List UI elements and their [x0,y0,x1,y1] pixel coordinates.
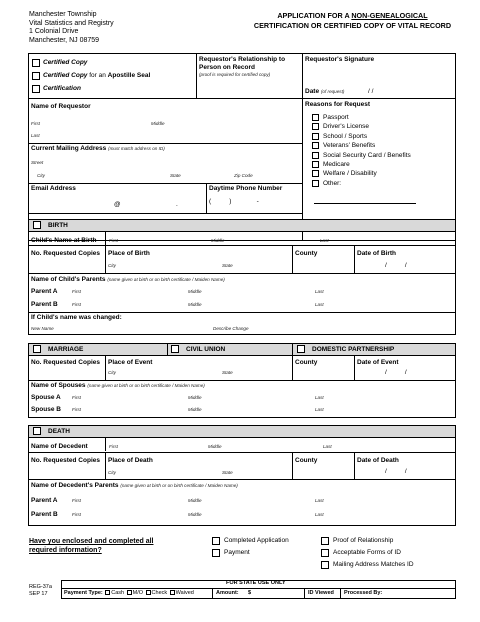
reasons-label: Reasons for Request [305,101,371,108]
child-first[interactable]: First [109,238,118,243]
address-matches-checkbox[interactable] [321,561,329,569]
email-dot[interactable]: . [176,201,178,208]
form-title [250,11,455,31]
requestor-last[interactable]: Last [31,133,40,138]
reason-label: Passport [323,114,349,121]
question-line-1: Have you enclosed and completed all [29,538,154,545]
apostille-mid: for an [87,72,108,79]
mailing-address-label [31,145,165,153]
reason-checkbox[interactable] [312,161,319,168]
death-date-field[interactable]: / / [385,468,407,475]
decedent-parents-label [31,482,238,490]
decedent-name-label: Name of Decedent [31,443,88,450]
event-county-label: County [295,359,318,366]
apostille-suffix: Apostille Seal [107,72,151,79]
parent-a-label: Parent A [31,288,58,295]
certified-copy-checkbox[interactable] [32,59,40,67]
form-code [29,584,52,598]
spouse-a-first[interactable]: First [72,395,81,400]
amount-label: Amount: [216,590,239,596]
acceptable-id-checkbox[interactable] [321,549,329,557]
payment-checkbox[interactable] [212,549,220,557]
title-line2: CERTIFICATION OR CERTIFIED COPY OF VITAL RECORD [253,21,452,30]
spouse-b-label: Spouse B [31,406,61,413]
parent-b-label: Parent B [31,301,58,308]
apostille-label [43,72,150,80]
civil-union-checkbox[interactable] [171,345,179,353]
decedent-parent-b-last[interactable]: Last [315,512,324,517]
event-date-field[interactable]: / / [385,369,407,376]
proof-relationship-label: Proof of Relationship [333,537,394,544]
requestor-middle[interactable]: Middle [151,121,165,126]
parents-label: Name of Child's Parents [31,276,106,283]
reason-label: Medicare [323,160,350,168]
state-use-label: FOR STATE USE ONLY [226,580,286,586]
spouse-a-last[interactable]: Last [315,395,324,400]
marriage-checkbox[interactable] [33,345,41,353]
birth-state[interactable]: State [222,263,233,268]
id-viewed-label: ID Viewed [308,590,334,596]
email-label: Email Address [31,185,76,192]
birth-header [28,219,456,232]
birth-copies-label: No. Requested Copies [31,250,100,257]
reason-label: Social Security Card / Benefits [323,151,411,159]
phone-field[interactable]: ( ) - [209,198,259,205]
civil-union-title: CIVIL UNION [186,346,226,353]
death-checkbox[interactable] [33,427,41,435]
state-field[interactable]: State [170,173,181,178]
decedent-parent-a-last[interactable]: Last [315,498,324,503]
marriage-title: MARRIAGE [48,346,84,353]
describe-change-field[interactable]: Describe Change [213,326,249,331]
event-city[interactable]: City [108,370,116,375]
address-line: 1 Colonial Drive [29,28,79,35]
decedent-parent-b-label: Parent B [31,511,58,518]
relationship-label-1: Requestor's Relationship to [199,56,286,63]
reason-label: Driver's License [323,123,370,131]
decedent-last[interactable]: Last [323,444,332,449]
waived-checkbox[interactable] [170,590,175,595]
name-changed-label: If Child's name was changed: [31,314,122,321]
child-middle[interactable]: Middle [211,238,225,243]
child-parents-label [31,276,225,284]
death-copies-label: No. Requested Copies [31,457,100,464]
completed-application-checkbox[interactable] [212,537,220,545]
signature-label: Requestor's Signature [305,56,375,63]
reason-checkbox[interactable] [312,114,319,121]
child-name-label: Child's Name at Birth [31,237,97,244]
payment-type-label: Payment Type: [64,590,103,596]
birth-date-label: Date of Birth [357,250,396,257]
title-prefix: APPLICATION FOR A [277,11,352,20]
parent-b-middle[interactable]: Middle [188,302,202,307]
spouses-label-text: Name of Spouses [31,382,86,389]
certified-copy-label: Certified Copy [43,59,88,66]
mo-checkbox[interactable] [127,590,132,595]
check-label: Check [151,590,168,596]
date-note: (of request) [320,89,345,94]
phone-label: Daytime Phone Number [209,185,283,192]
acceptable-id-label: Acceptable Forms of ID [333,549,401,556]
parent-a-middle[interactable]: Middle [188,289,202,294]
decedent-first[interactable]: First [109,444,118,449]
certification-label: Certification [43,85,81,92]
parents-note: (name given at birth or on birth certificate / Maiden Name) [107,277,225,282]
mo-label: M/O [132,590,144,596]
office-address [29,11,114,45]
death-header [28,425,456,438]
requestor-first[interactable]: First [31,121,40,126]
reason-label: Veterans' Benefits [323,142,376,150]
death-state[interactable]: State [222,470,233,475]
new-name-field[interactable]: New Name [31,326,54,331]
death-city[interactable]: City [108,470,116,475]
payment-type-row [64,590,194,597]
other-reason-line[interactable] [314,203,416,204]
death-date-label: Date of Death [357,457,399,464]
email-at[interactable]: @ [114,201,121,208]
waived-label: Waived [175,590,194,596]
question-line-2: required information? [29,547,102,554]
decedent-parent-a-middle[interactable]: Middle [188,498,202,503]
reason-checkbox[interactable] [312,133,319,140]
reason-label: Welfare / Disability [323,170,377,178]
form-code-number: REG-37a [29,584,52,590]
address-label: Current Mailing Address [31,145,107,152]
death-title: DEATH [48,428,70,435]
proof-relationship-checkbox[interactable] [321,537,329,545]
reason-checkbox[interactable] [312,123,319,130]
address-line: Vital Statistics and Registry [29,19,114,27]
spouse-b-last[interactable]: Last [315,407,324,412]
reason-checkbox[interactable] [312,180,319,187]
address-line: Manchester, NJ 08759 [29,36,100,44]
decedent-parent-a-first[interactable]: First [72,498,81,503]
cash-label: Cash [111,590,125,596]
spouses-note: (name given at birth or on birth certificate / Maiden Name) [87,383,205,388]
death-place-label: Place of Death [108,457,153,464]
domestic-partnership-title: DOMESTIC PARTNERSHIP [312,346,395,353]
request-date-field[interactable] [305,88,373,96]
completed-application-label: Completed Application [224,537,289,544]
birth-title: BIRTH [48,222,68,229]
domestic-partnership-checkbox[interactable] [297,345,305,353]
apostille-prefix: Certified Copy [43,72,88,79]
address-note: (must match address on ID) [108,146,165,151]
processed-by-label: Processed By: [344,590,383,596]
city-field[interactable]: City [37,173,45,178]
street-field[interactable]: Street [31,160,44,165]
zip-field[interactable]: Zip Code [234,173,253,178]
decedent-parents-text: Name of Decedent's Parents [31,482,119,489]
relationship-field[interactable] [199,56,285,78]
parent-a-first[interactable]: First [72,289,81,294]
decedent-parent-a-label: Parent A [31,497,58,504]
payment-label: Payment [224,549,250,556]
checklist-question [29,537,153,555]
reason-checkbox[interactable] [312,152,319,159]
decedent-parent-b-middle[interactable]: Middle [188,512,202,517]
requestor-name-label: Name of Requestor [31,103,91,110]
date-separator: / / [368,88,374,95]
spouses-label [31,382,205,390]
marriage-copies-label: No. Requested Copies [31,359,100,366]
title-underlined: NON-GENEALOGICAL [351,11,428,20]
birth-county-label: County [295,250,318,257]
reason-checkbox[interactable] [312,142,319,149]
spouse-b-first[interactable]: First [72,407,81,412]
parent-b-first[interactable]: First [72,302,81,307]
relationship-note: (proof is required for certified copy) [199,72,271,77]
apostille-checkbox[interactable] [32,72,40,80]
birth-date-field[interactable]: / / [385,262,407,269]
decedent-parents-note: (name given at birth or on birth certificate / Maiden Name) [120,483,238,488]
decedent-middle[interactable]: Middle [208,444,222,449]
check-checkbox[interactable] [146,590,151,595]
event-date-label: Date of Event [357,359,399,366]
child-last[interactable]: Last [320,238,329,243]
address-matches-label: Mailing Address Matches ID [333,561,414,568]
amount-dollar[interactable]: $ [248,590,252,596]
reason-checkbox[interactable] [312,170,319,177]
death-county-label: County [295,457,318,464]
spouse-a-middle[interactable]: Middle [188,395,202,400]
reason-label: Other: [323,179,342,187]
parent-b-last[interactable]: Last [315,302,324,307]
parent-a-last[interactable]: Last [315,289,324,294]
certification-checkbox[interactable] [32,85,40,93]
form-code-date: SEP 17 [29,591,48,597]
date-label: Date [305,88,320,95]
signature-field[interactable] [304,65,454,85]
decedent-parent-b-first[interactable]: First [72,512,81,517]
cash-checkbox[interactable] [105,590,110,595]
birth-checkbox[interactable] [33,221,41,229]
relationship-label-2: Person on Record [199,64,255,71]
spouse-a-label: Spouse A [31,394,61,401]
event-place-label: Place of Event [108,359,153,366]
address-line: Manchester Township [29,11,97,18]
event-state[interactable]: State [222,370,233,375]
reason-label: School / Sports [323,132,368,140]
birth-city[interactable]: City [108,263,116,268]
spouse-b-middle[interactable]: Middle [188,407,202,412]
birth-place-label: Place of Birth [108,250,150,257]
